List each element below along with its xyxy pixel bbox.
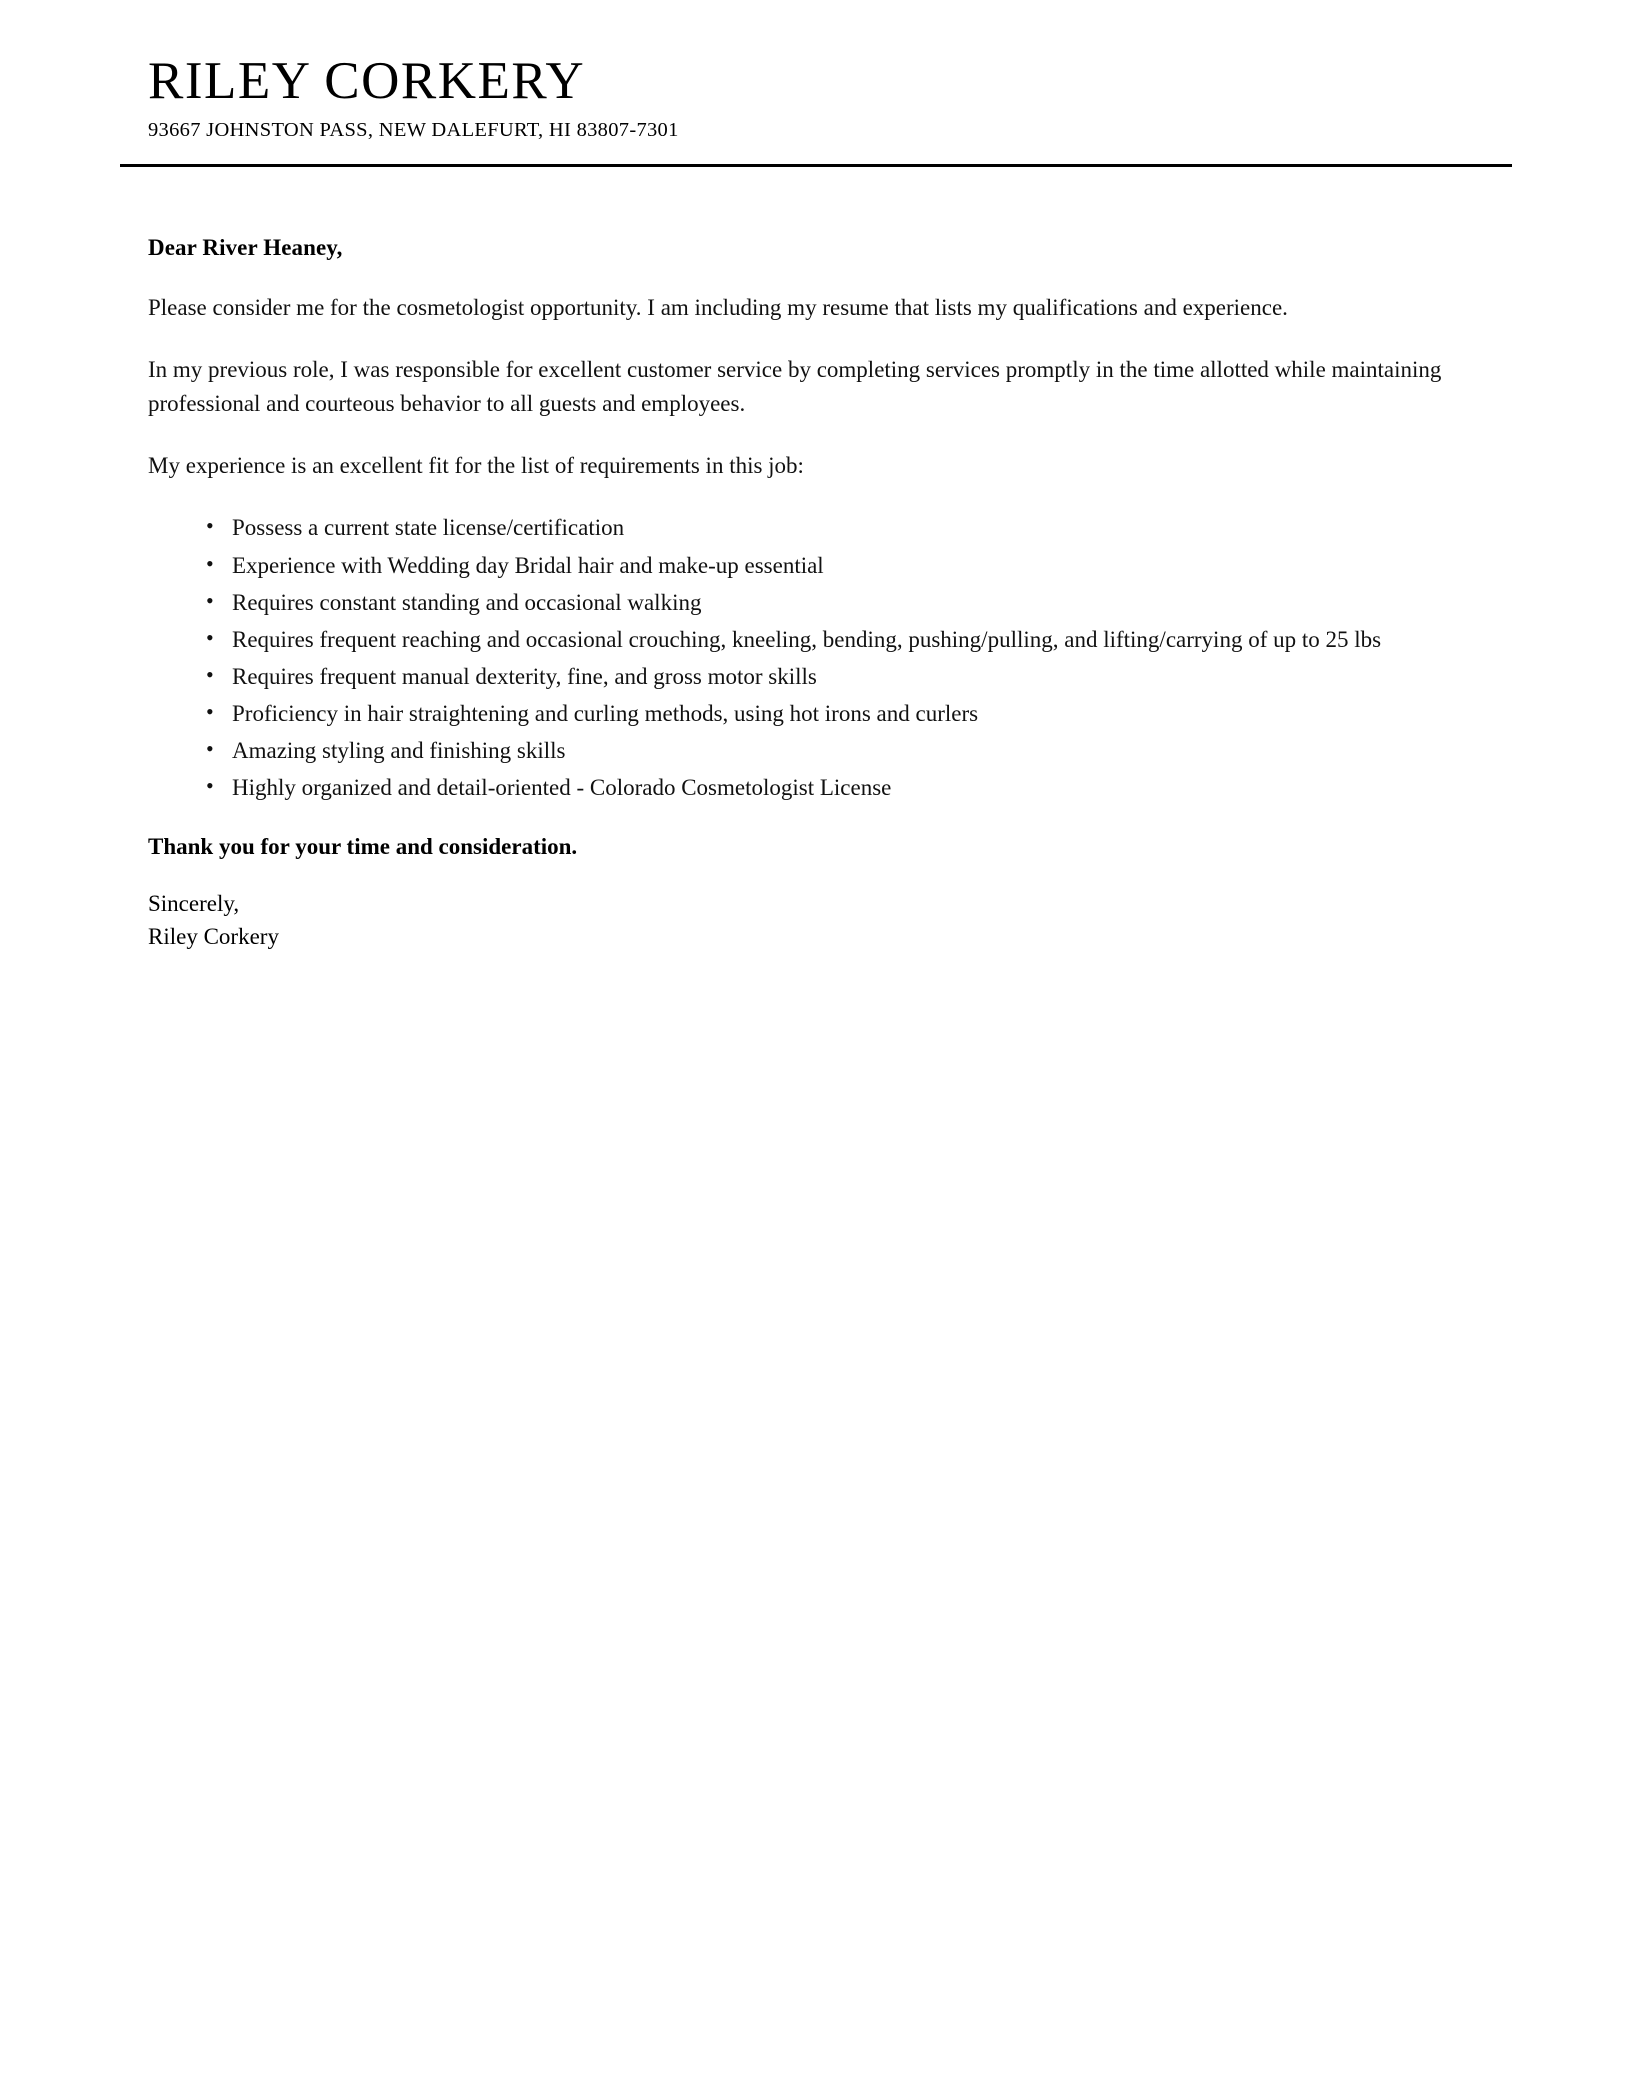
list-item: • Highly organized and detail-oriented - Colorado Cosmetologist License <box>206 771 1482 804</box>
list-item: • Requires frequent reaching and occasional crouching, kneeling, bending, pushing/pulling, and lifting/carrying of up to 25 lbs <box>206 623 1482 656</box>
signature-name: Riley Corkery <box>148 924 279 950</box>
paragraph-requirements-lead: My experience is an excellent fit for the list of requirements in this job: <box>148 453 804 479</box>
list-item: • Requires frequent manual dexterity, fine, and gross motor skills <box>206 660 1482 693</box>
letterhead <box>120 52 1512 142</box>
document-content <box>120 0 1512 954</box>
signature-block <box>148 888 1482 953</box>
list-item: • Requires constant standing and occasional walking <box>206 586 1482 619</box>
applicant-name: RILEY CORKERY <box>148 52 586 110</box>
paragraph-experience: In my previous role, I was responsible for excellent customer service by completing services promptly in the time allotted while maintaining professional and courteous behavior to all guests and employees. <box>148 357 1442 417</box>
thank-you-line: Thank you for your time and consideration. <box>148 834 578 860</box>
list-item: • Experience with Wedding day Bridal hair and make-up essential <box>206 549 1482 582</box>
list-item: • Proficiency in hair straightening and curling methods, using hot irons and curlers <box>206 697 1482 730</box>
list-item: • Possess a current state license/certification <box>206 511 1482 544</box>
applicant-address: 93667 JOHNSTON PASS, NEW DALEFURT, HI 83807-7301 <box>148 119 679 142</box>
requirements-list <box>148 511 1482 804</box>
letter-body <box>120 167 1512 953</box>
list-item: • Amazing styling and finishing skills <box>206 734 1482 767</box>
salutation: Dear River Heaney, <box>148 235 343 261</box>
closing-line: Sincerely, <box>148 891 240 917</box>
paragraph-intro: Please consider me for the cosmetologist opportunity. I am including my resume that lists my qualifications and experience. <box>148 295 1288 321</box>
